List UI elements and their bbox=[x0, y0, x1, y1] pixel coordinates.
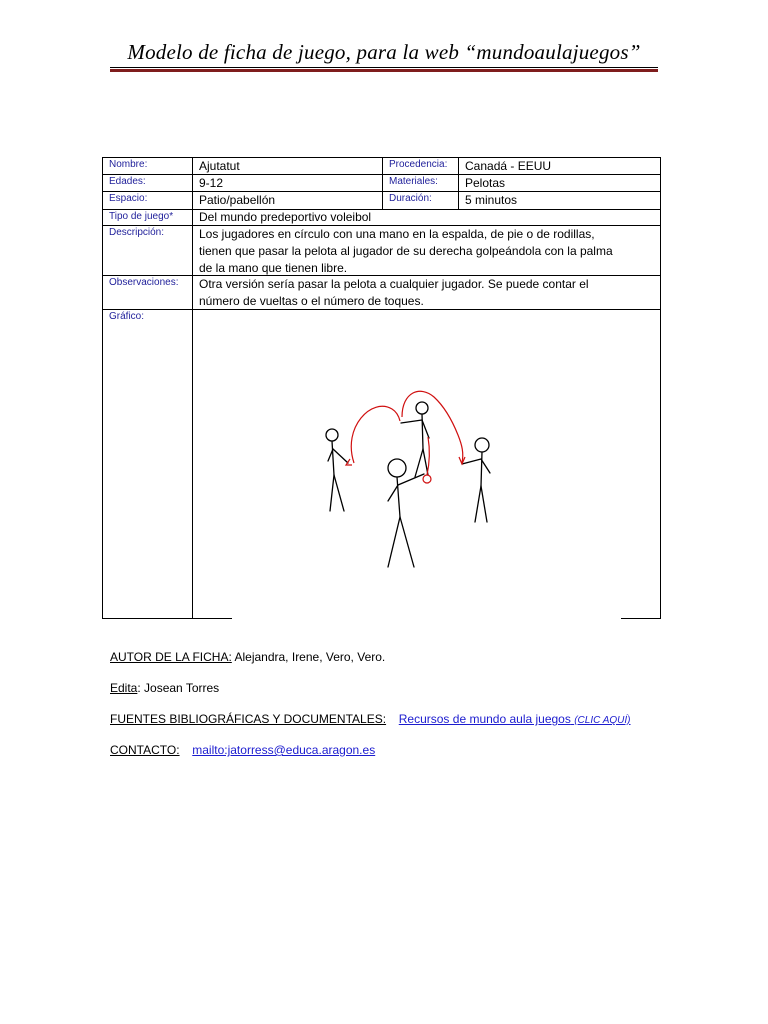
procedencia-value: Canadá - EEUU bbox=[465, 159, 552, 173]
materiales-label: Materiales: bbox=[389, 176, 438, 187]
observaciones-label: Observaciones: bbox=[109, 277, 179, 288]
stick-figure-left bbox=[326, 429, 348, 511]
espacio-value: Patio/pabellón bbox=[199, 193, 276, 207]
grafico-label: Gráfico: bbox=[109, 311, 145, 322]
stick-figure-bottom bbox=[388, 459, 424, 567]
game-sheet-table bbox=[102, 157, 661, 619]
observaciones-line: número de vueltas o el número de toques. bbox=[199, 294, 424, 308]
tipo-juego-label: Tipo de juego* bbox=[109, 211, 174, 222]
autor-value: Alejandra, Irene, Vero, Vero. bbox=[231, 650, 386, 664]
nombre-value: Ajutatut bbox=[199, 159, 240, 173]
descripcion-text bbox=[193, 225, 659, 275]
contacto-label: CONTACTO: bbox=[110, 743, 180, 757]
contacto-email-link[interactable]: mailto:jatorress@educa.aragon.es bbox=[192, 743, 376, 757]
materiales-value: Pelotas bbox=[465, 176, 506, 190]
table-border-bottom-left bbox=[102, 618, 232, 619]
descripcion-line: Los jugadores en círculo con una mano en la espalda, de pie o de rodillas, bbox=[199, 227, 595, 241]
observaciones-line: Otra versión sería pasar la pelota a cualquier jugador. Se puede contar el bbox=[199, 277, 589, 291]
duracion-label: Duración: bbox=[389, 193, 432, 204]
edades-value: 9-12 bbox=[199, 176, 224, 190]
edita-value: : Josean Torres bbox=[137, 681, 220, 695]
game-diagram-drawing bbox=[302, 387, 502, 577]
fuentes-line bbox=[110, 712, 631, 726]
fuentes-note[interactable]: (CLIC AQUÍ) bbox=[574, 715, 631, 726]
edades-label: Edades: bbox=[109, 176, 146, 187]
edita-label: Edita bbox=[110, 681, 138, 695]
table-border-right bbox=[660, 157, 661, 619]
espacio-label: Espacio: bbox=[109, 193, 148, 204]
table-border-bottom-right bbox=[621, 618, 661, 619]
duracion-value: 5 minutos bbox=[465, 193, 518, 207]
document-title: Modelo de ficha de juego, para la web “mundoaulajuegos” bbox=[127, 40, 641, 64]
fuentes-link[interactable]: Recursos de mundo aula juegos (CLIC AQUÍ) bbox=[398, 712, 631, 726]
descripcion-line: tienen que pasar la pelota al jugador de su derecha golpeándola con la palma bbox=[199, 244, 613, 258]
nombre-label: Nombre: bbox=[109, 159, 148, 170]
descripcion-label: Descripción: bbox=[109, 227, 165, 238]
descripcion-line: de la mano que tienen libre. bbox=[199, 261, 348, 275]
header-rule-thin bbox=[110, 67, 658, 68]
edita-line bbox=[110, 681, 219, 695]
contacto-line bbox=[110, 743, 375, 757]
fuentes-label: FUENTES BIBLIOGRÁFICAS Y DOCUMENTALES: bbox=[110, 712, 387, 726]
observaciones-text bbox=[193, 275, 659, 309]
autor-line bbox=[110, 650, 385, 664]
header-rule-thick bbox=[110, 69, 658, 72]
stick-figure-right bbox=[462, 438, 490, 522]
tipo-juego-value: Del mundo predeportivo voleibol bbox=[199, 210, 372, 224]
autor-label: AUTOR DE LA FICHA: bbox=[110, 650, 232, 664]
procedencia-label: Procedencia: bbox=[389, 159, 448, 170]
